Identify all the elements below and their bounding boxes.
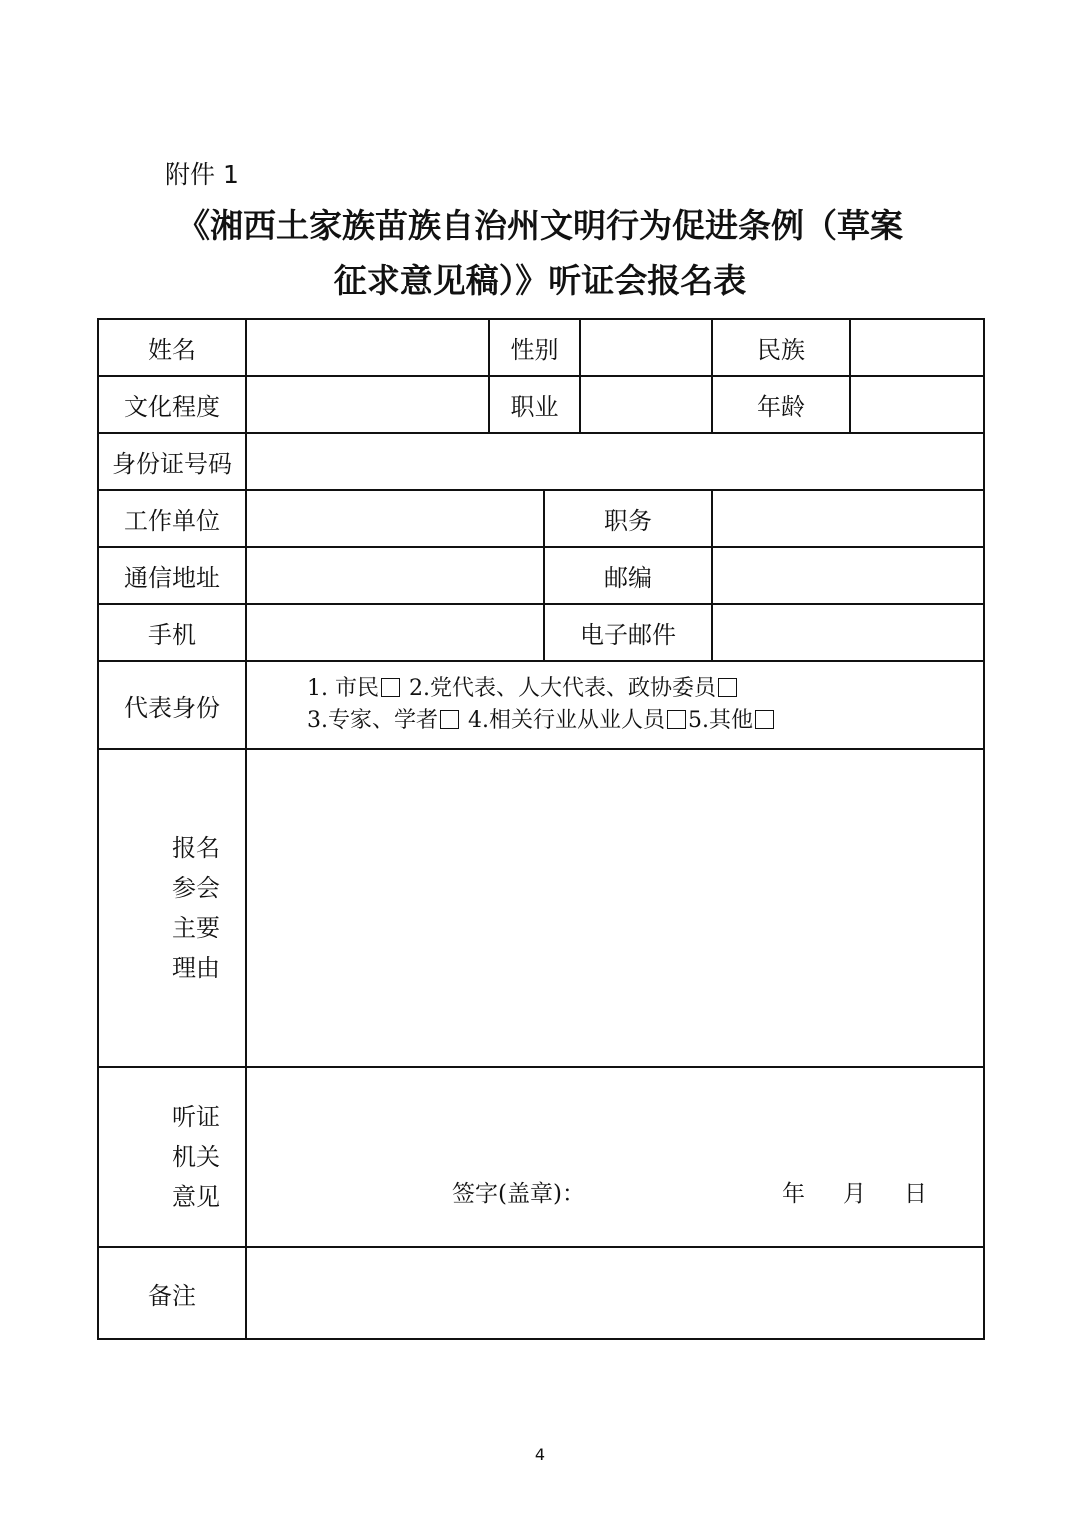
row-reason	[98, 749, 984, 1067]
row-address	[98, 547, 984, 604]
label-mobile: 手机	[98, 604, 246, 661]
field-email[interactable]	[712, 604, 984, 661]
row-education	[98, 376, 984, 433]
option-citizen-label: 1. 市民	[307, 676, 379, 701]
label-opinion-line: 意见	[172, 1183, 220, 1211]
field-id-number[interactable]	[246, 433, 984, 490]
date-fields	[782, 1175, 965, 1208]
label-reason-line: 理由	[172, 954, 220, 982]
field-address[interactable]	[246, 547, 544, 604]
label-education: 文化程度	[98, 376, 246, 433]
option-citizen-checkbox[interactable]	[381, 678, 400, 697]
row-employer	[98, 490, 984, 547]
label-reason	[98, 749, 246, 1067]
label-age: 年龄	[712, 376, 850, 433]
field-employer[interactable]	[246, 490, 544, 547]
field-ethnicity[interactable]	[850, 319, 984, 376]
date-day-label: 日	[904, 1181, 927, 1207]
field-occupation[interactable]	[580, 376, 712, 433]
field-postcode[interactable]	[712, 547, 984, 604]
date-year-label: 年	[782, 1181, 805, 1207]
form-title-line-1: 《湘西土家族苗族自治州文明行为促进条例（草案	[177, 206, 903, 245]
label-email: 电子邮件	[544, 604, 712, 661]
label-reason-line: 参会	[172, 874, 220, 902]
label-reason-line: 报名	[172, 834, 220, 862]
page-number: 4	[534, 1445, 546, 1464]
form-title-line-2: 征求意见稿）》听证会报名表	[333, 261, 747, 300]
option-deputy-checkbox[interactable]	[718, 678, 737, 697]
row-mobile	[98, 604, 984, 661]
label-gender: 性别	[489, 319, 580, 376]
label-occupation: 职业	[489, 376, 580, 433]
label-name: 姓名	[98, 319, 246, 376]
label-representative: 代表身份	[98, 661, 246, 749]
option-other-checkbox[interactable]	[755, 710, 774, 729]
option-expert-checkbox[interactable]	[440, 710, 459, 729]
option-other-label: 5.其他	[688, 708, 753, 733]
field-age[interactable]	[850, 376, 984, 433]
row-name	[98, 319, 984, 376]
field-gender[interactable]	[580, 319, 712, 376]
attachment-label: 附件 1	[165, 160, 239, 189]
label-opinion	[98, 1067, 246, 1247]
option-deputy-label: 2.党代表、人大代表、政协委员	[408, 676, 716, 701]
field-remarks[interactable]	[246, 1247, 984, 1339]
field-name[interactable]	[246, 319, 489, 376]
label-reason-line: 主要	[172, 914, 220, 942]
option-practitioner-label: 4.相关行业从业人员	[468, 708, 665, 733]
row-id-number	[98, 433, 984, 490]
label-opinion-line: 听证	[172, 1103, 220, 1131]
signature-label: 签字(盖章)：	[452, 1181, 585, 1207]
row-remarks	[98, 1247, 984, 1339]
option-expert-label: 3.专家、学者	[307, 708, 438, 733]
field-opinion[interactable]	[246, 1067, 984, 1247]
field-position[interactable]	[712, 490, 984, 547]
field-education[interactable]	[246, 376, 489, 433]
field-mobile[interactable]	[246, 604, 544, 661]
label-remarks: 备注	[98, 1247, 246, 1339]
date-month-label: 月	[843, 1181, 866, 1207]
row-representative	[98, 661, 984, 749]
row-opinion	[98, 1067, 984, 1247]
label-address: 通信地址	[98, 547, 246, 604]
registration-form-table	[97, 318, 985, 1340]
option-practitioner-checkbox[interactable]	[667, 710, 686, 729]
label-ethnicity: 民族	[712, 319, 850, 376]
field-reason[interactable]	[246, 749, 984, 1067]
label-employer: 工作单位	[98, 490, 246, 547]
label-id-number: 身份证号码	[98, 433, 246, 490]
label-postcode: 邮编	[544, 547, 712, 604]
label-opinion-line: 机关	[172, 1143, 220, 1171]
representative-options	[246, 661, 984, 749]
label-position: 职务	[544, 490, 712, 547]
